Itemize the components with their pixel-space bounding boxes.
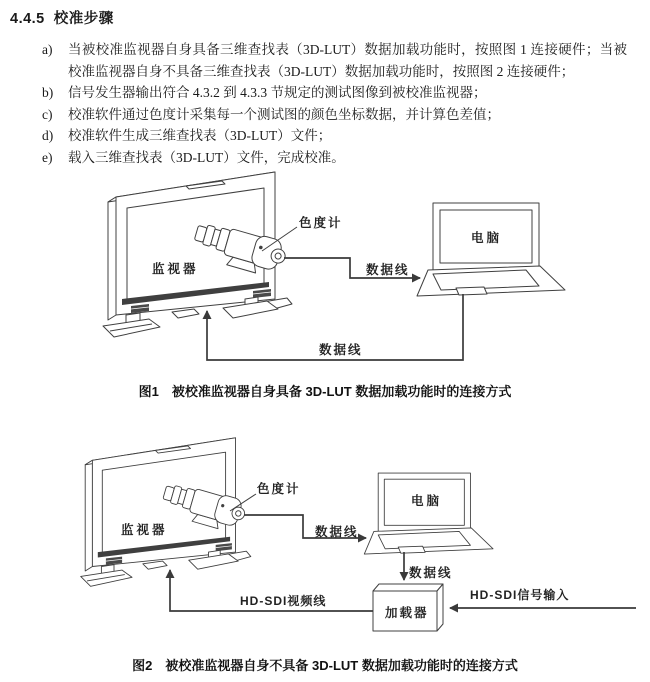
step-text: 校准软件生成三维查找表（3D-LUT）文件； — [68, 128, 332, 143]
fig1-data-cable-bottom-label: 数据线 — [319, 343, 363, 357]
fig1-monitor-drawing — [103, 172, 292, 337]
fig1-colorimeter-label: 色度计 — [299, 216, 343, 230]
fig1-data-cable-top-label: 数据线 — [366, 263, 410, 277]
step-text: 信号发生器输出符合 4.3.2 到 4.3.3 节规定的测试图像到被校准监视器； — [68, 85, 487, 100]
figure1-caption: 图1 被校准监视器自身具备 3D-LUT 数据加载功能时的连接方式 — [138, 384, 512, 399]
figure2-caption: 图2 被校准监视器自身不具备 3D-LUT 数据加载功能时的连接方式 — [132, 658, 518, 673]
step-marker: b) — [42, 85, 54, 100]
step-marker: a) — [42, 42, 53, 57]
fig2-monitor-label: 监视器 — [121, 523, 168, 537]
fig1-monitor-label: 监视器 — [152, 262, 199, 276]
fig2-hdsdi-video-label: HD-SDI视频线 — [240, 594, 327, 608]
fig1-computer-label: 电脑 — [471, 231, 503, 245]
fig2-colorimeter-label: 色度计 — [257, 482, 301, 496]
step-marker: d) — [42, 128, 54, 143]
fig2-computer-label: 电脑 — [411, 494, 443, 508]
fig2-loader-label: 加载器 — [385, 606, 429, 620]
step-text: 校准软件通过色度计采集每一个测试图的颜色坐标数据，并计算色差值； — [68, 106, 500, 122]
step-text: 载入三维查找表（3D-LUT）文件，完成校准。 — [68, 149, 345, 165]
step-marker: c) — [42, 106, 53, 122]
fig1-laptop-drawing — [417, 203, 565, 296]
step-text: 当被校准监视器自身具备三维查找表（3D-LUT）数据加载功能时，按照图 1 连接硬件；当被校准监视器自身不具备三维查找表（3D-LUT）数据加载功能时，按照图 2 连接硬件； — [68, 42, 627, 79]
fig2-laptop-drawing — [364, 473, 493, 554]
fig2-data-cable-down-label: 数据线 — [409, 566, 453, 580]
fig2-data-cable-top-label: 数据线 — [315, 525, 359, 539]
fig2-hdsdi-input-label: HD-SDI信号输入 — [470, 588, 570, 602]
step-marker: e) — [42, 149, 53, 165]
fig2-monitor-drawing — [81, 438, 251, 586]
section-heading: 4.4.5 校准步骤 — [10, 11, 114, 27]
